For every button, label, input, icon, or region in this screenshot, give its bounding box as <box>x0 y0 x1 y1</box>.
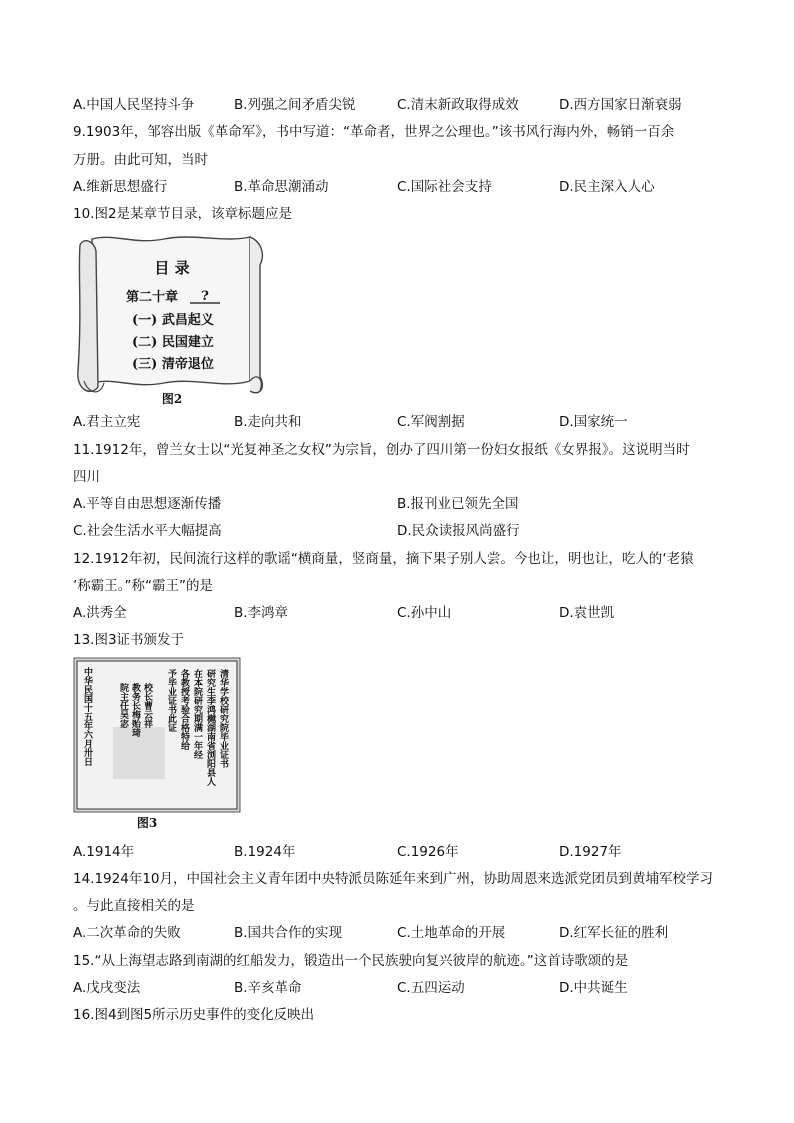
q10-option-a: A.君主立宪 <box>73 414 141 430</box>
figure-2-scroll <box>74 231 274 411</box>
q13-stem: 13.图3证书颁发于 <box>73 632 185 648</box>
q14-option-b: B.国共合作的实现 <box>234 925 343 941</box>
q8-option-a: A.中国人民坚持斗争 <box>73 97 195 113</box>
figure-3-column-2: 研究生李鸿樾湖南省浏阳县人 <box>205 669 215 786</box>
figure-2-item-1: (一) 武昌起义 <box>132 313 214 328</box>
q9-option-b: B.革命思潮涌动 <box>234 179 329 195</box>
q12-option-c: C.孙中山 <box>397 605 452 621</box>
figure-3-sign-3: 院主任吴宓 <box>118 683 128 728</box>
q9-option-d: D.民主深入人心 <box>559 179 655 195</box>
q10-option-d: D.国家统一 <box>559 414 628 430</box>
q10-option-c: C.军阀割据 <box>397 414 465 430</box>
q12-option-d: D.袁世凯 <box>559 605 615 621</box>
figure-3-column-4: 各教授考验合格特给 <box>179 669 189 750</box>
q14-stem-line2: 。与此直接相关的是 <box>73 898 195 914</box>
q12-stem-line1: 12.1912年初，民间流行这样的歌谣“横商量，竖商量，摘下果子别人尝。今也让，明也让，吃人的‘老猿 <box>73 551 694 567</box>
q13-option-c: C.1926年 <box>397 844 459 860</box>
q11-option-a: A.平等自由思想逐渐传播 <box>73 496 222 512</box>
q9-stem-line2: 万册。由此可知，当时 <box>73 152 208 168</box>
q14-stem-line1: 14.1924年10月，中国社会主义青年团中央特派员陈延年来到广州，协助周恩来选派党团员到黄埔军校学习 <box>73 871 714 887</box>
figure-2-title: 目 录 <box>154 259 190 277</box>
q9-option-c: C.国际社会支持 <box>397 179 492 195</box>
q8-option-b: B.列强之间矛盾尖锐 <box>234 97 356 113</box>
q14-option-d: D.红军长征的胜利 <box>559 925 669 941</box>
figure-3-caption: 图3 <box>136 816 158 830</box>
q13-option-b: B.1924年 <box>234 844 296 860</box>
q14-option-a: A.二次革命的失败 <box>73 925 181 941</box>
q15-stem: 15.“从上海望志路到南湖的红船发力，锻造出一个民族驶向复兴彼岸的航迹。”这首诗歌颂的是 <box>73 953 629 969</box>
figure-2-item-2: (二) 民国建立 <box>132 335 214 350</box>
figure-3-certificate <box>73 657 241 833</box>
q11-option-c: C.社会生活水平大幅提高 <box>73 523 222 539</box>
q12-stem-line2: ’称霸王。”称“霸王”的是 <box>73 578 214 594</box>
figure-2-chapter: 第二十章 <box>126 290 179 305</box>
figure-3-column-5: 予毕业证书此证 <box>166 669 176 732</box>
q8-option-c: C.清末新政取得成效 <box>397 97 519 113</box>
q10-stem: 10.图2是某章节目录，该章标题应是 <box>73 206 293 222</box>
q10-option-b: B.走向共和 <box>234 414 302 430</box>
figure-3-sign-2: 教务长梅贻琦 <box>130 683 140 737</box>
q14-option-c: C.土地革命的开展 <box>397 925 506 941</box>
figure-3-sign-1: 校长曹云祥 <box>142 683 152 728</box>
q11-stem-line1: 11.1912年，曾兰女士以“光复神圣之女权”为宗旨，创办了四川第一份妇女报纸《女界报》。这说明当时 <box>73 442 690 458</box>
q16-stem: 16.图4到图5所示历史事件的变化反映出 <box>73 1007 315 1023</box>
figure-3-column-1: 清华学校研究院毕业证书 <box>218 669 228 768</box>
q15-option-b: B.辛亥革命 <box>234 980 302 996</box>
q15-option-a: A.戊戌变法 <box>73 980 141 996</box>
q11-option-b: B.报刊业已领先全国 <box>397 496 519 512</box>
figure-3-date: 中华民国十五年六月卅日 <box>82 667 92 766</box>
q9-option-a: A.维新思想盛行 <box>73 179 168 195</box>
figure-2-blank: ? <box>201 289 209 304</box>
q12-option-b: B.李鸿章 <box>234 605 289 621</box>
figure-2-item-3: (三) 清帝退位 <box>132 357 214 372</box>
q13-option-d: D.1927年 <box>559 844 622 860</box>
q11-stem-line2: 四川 <box>73 469 100 485</box>
q8-option-d: D.西方国家日渐衰弱 <box>559 97 682 113</box>
q9-stem-line1: 9.1903年，邹容出版《革命军》，书中写道：“革命者，世界之公理也。”该书风行海内外，畅销一百余 <box>73 124 675 140</box>
q11-option-d: D.民众读报风尚盛行 <box>397 523 520 539</box>
figure-3-column-3: 在本院研究期满一年经 <box>192 669 202 759</box>
q15-option-d: D.中共诞生 <box>559 980 628 996</box>
q12-option-a: A.洪秀全 <box>73 605 127 621</box>
q13-option-a: A.1914年 <box>73 844 135 860</box>
figure-2-caption: 图2 <box>161 392 183 406</box>
q15-option-c: C.五四运动 <box>397 980 465 996</box>
